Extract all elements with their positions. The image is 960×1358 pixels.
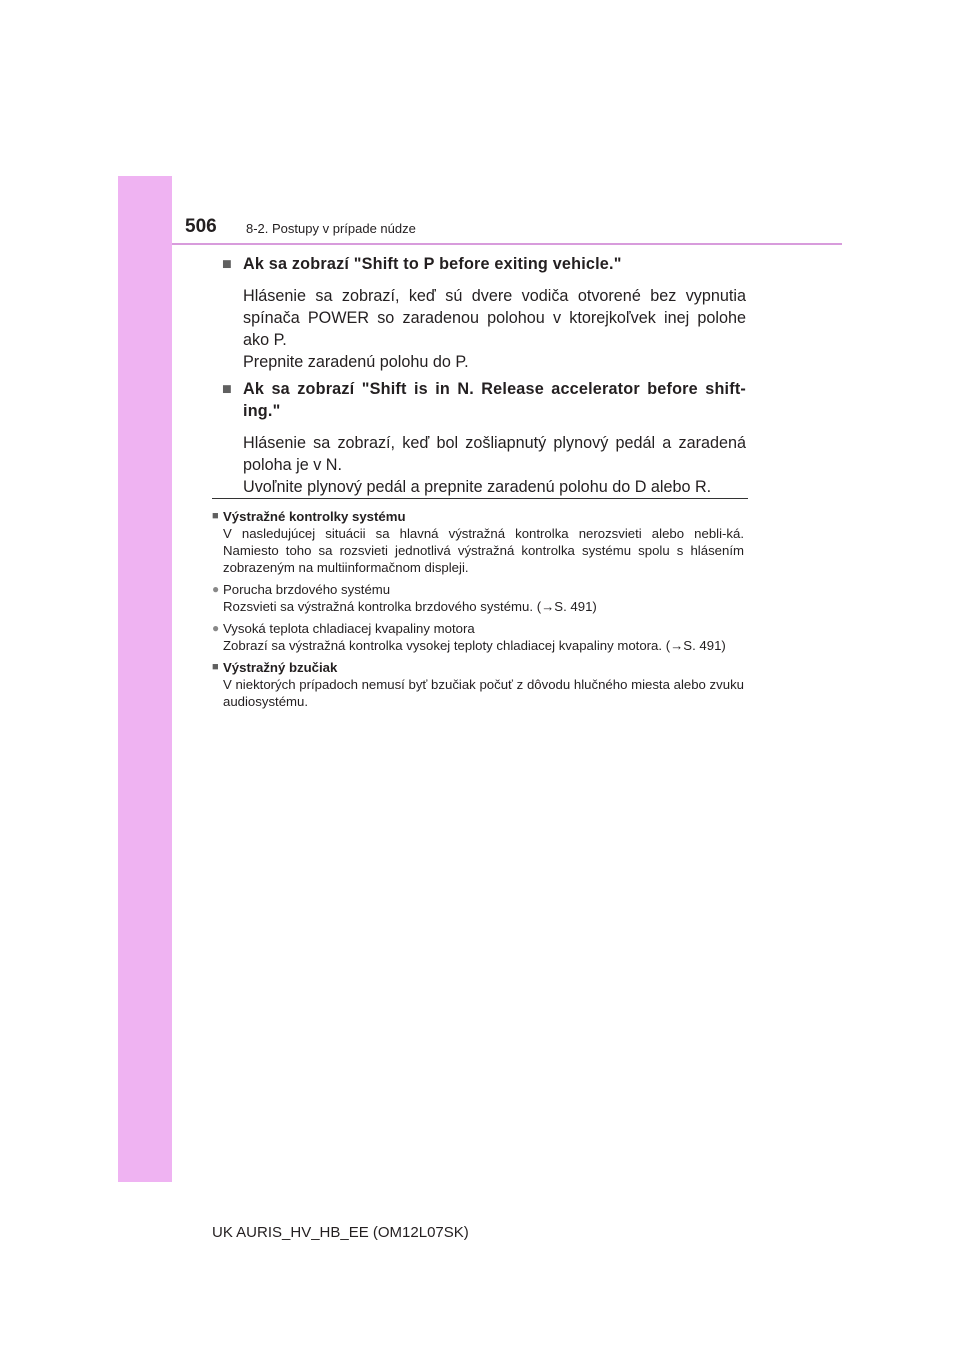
section-heading (222, 253, 746, 275)
note-heading-text: Výstražné kontrolky systému (223, 509, 406, 524)
section-action: Uvoľnite plynový pedál a prepnite zaradenú polohu do D alebo R. (243, 478, 712, 496)
list-item-title: Porucha brzdového systému (223, 582, 391, 597)
section-text: Hlásenie sa zobrazí, keď sú dvere vodiča otvorené bez vypnutia spínača POWER so zaradenou polohou v ktorejkoľvek inej polohe ako P. (243, 287, 746, 349)
list-item (212, 581, 744, 615)
section-heading-text: Ak sa zobrazí "Shift to P before exiting vehicle." (243, 255, 622, 273)
section-shift-n (222, 378, 746, 498)
list-item-title: Vysoká teplota chladiacej kvapaliny motora (223, 621, 475, 636)
square-bullet-icon: ■ (222, 380, 232, 398)
circle-bullet-icon: ● (212, 582, 220, 596)
notes-block (212, 508, 744, 710)
document-code: UK AURIS_HV_HB_EE (OM12L07SK) (212, 1224, 469, 1241)
section-action: Prepnite zaradenú polohu do P. (243, 353, 469, 371)
note-heading (212, 659, 744, 676)
square-bullet-icon: ■ (212, 510, 219, 522)
notes-divider (212, 498, 748, 499)
list-item-text: Zobrazí sa výstražná kontrolka vysokej teploty chladiacej kvapaliny motora. (→S. 491) (223, 638, 726, 653)
chapter-title: 8-2. Postupy v prípade núdze (246, 221, 416, 236)
header-divider (172, 243, 842, 245)
page-number: 506 (185, 216, 217, 237)
square-bullet-icon: ■ (212, 661, 219, 673)
main-content (222, 253, 746, 503)
section-text: Hlásenie sa zobrazí, keď bol zošliapnutý plynový pedál a zaradená poloha je v N. (243, 434, 746, 474)
note-heading (212, 508, 744, 525)
section-shift-p (222, 253, 746, 373)
note-text: V niektorých prípadoch nemusí byť bzučiak počuť z dôvodu hlučného miesta alebo zvuku audiosystému. (223, 677, 744, 709)
list-item-text: Rozsvieti sa výstražná kontrolka brzdového systému. (→S. 491) (223, 599, 597, 614)
note-heading-text: Výstražný bzučiak (223, 660, 338, 675)
list-item (212, 620, 744, 654)
circle-bullet-icon: ● (212, 621, 220, 635)
section-heading-text: Ak sa zobrazí "Shift is in N. Release accelerator before shift-ing." (243, 380, 746, 420)
square-bullet-icon: ■ (222, 255, 232, 273)
section-heading (222, 378, 746, 422)
note-text: V nasledujúcej situácii sa hlavná výstražná kontrolka nerozsvieti alebo nebli-ká. Namiesto toho sa rozsvieti jednotlivá výstražná kontrolka systému spolu s hlásením zobrazeným na multiinformačnom displeji. (223, 526, 744, 575)
side-tab-band (118, 176, 172, 1182)
